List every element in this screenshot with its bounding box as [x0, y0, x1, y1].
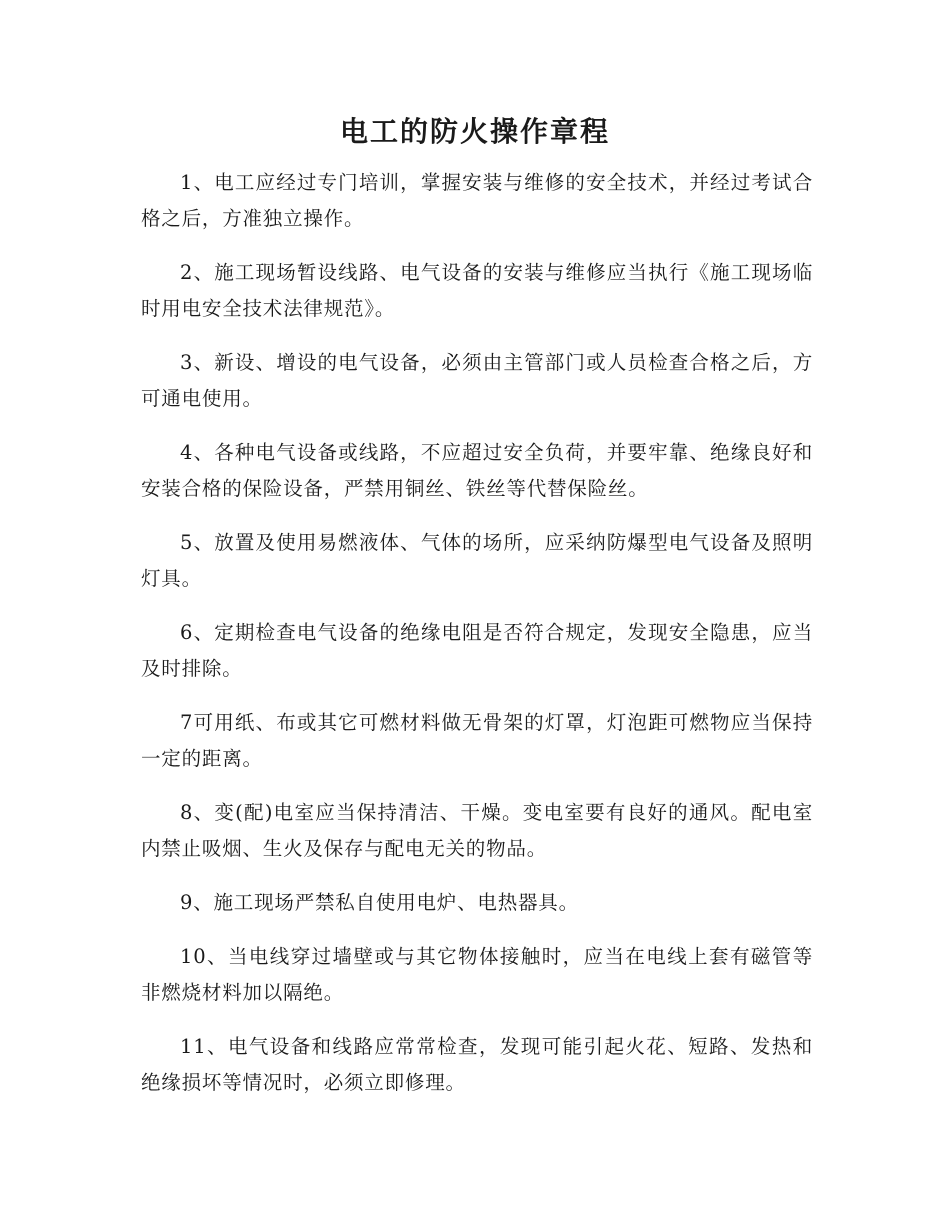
paragraph-1: 1、电工应经过专门培训，掌握安装与维修的安全技术，并经过考试合格之后，方准独立操作。 — [141, 171, 813, 230]
paragraph-8: 8、变(配)电室应当保持清洁、干燥。变电室要有良好的通风。配电室内禁止吸烟、生火及保存与配电无关的物品。 — [141, 801, 813, 860]
paragraph-2: 2、施工现场暂设线路、电气设备的安装与维修应当执行《施工现场临时用电安全技术法律规范》。 — [141, 261, 813, 320]
paragraph-6: 6、定期检查电气设备的绝缘电阻是否符合规定，发现安全隐患，应当及时排除。 — [141, 621, 813, 680]
paragraph-10: 10、当电线穿过墙壁或与其它物体接触时，应当在电线上套有磁管等非燃烧材料加以隔绝。 — [141, 945, 813, 1004]
document-title: 电工的防火操作章程 — [339, 115, 610, 148]
paragraph-3: 3、新设、增设的电气设备，必须由主管部门或人员检查合格之后，方可通电使用。 — [141, 351, 813, 410]
paragraph-7: 7可用纸、布或其它可燃材料做无骨架的灯罩，灯泡距可燃物应当保持一定的距离。 — [141, 711, 813, 770]
paragraph-5: 5、放置及使用易燃液体、气体的场所，应采纳防爆型电气设备及照明灯具。 — [141, 531, 813, 590]
paragraph-9: 9、施工现场严禁私自使用电炉、电热器具。 — [180, 891, 579, 914]
paragraph-4: 4、各种电气设备或线路，不应超过安全负荷，并要牢靠、绝缘良好和安装合格的保险设备，严禁用铜丝、铁丝等代替保险丝。 — [141, 441, 813, 500]
paragraph-11: 11、电气设备和线路应常常检查，发现可能引起火花、短路、发热和绝缘损坏等情况时，必须立即修理。 — [141, 1035, 813, 1094]
document-body — [141, 165, 813, 1119]
